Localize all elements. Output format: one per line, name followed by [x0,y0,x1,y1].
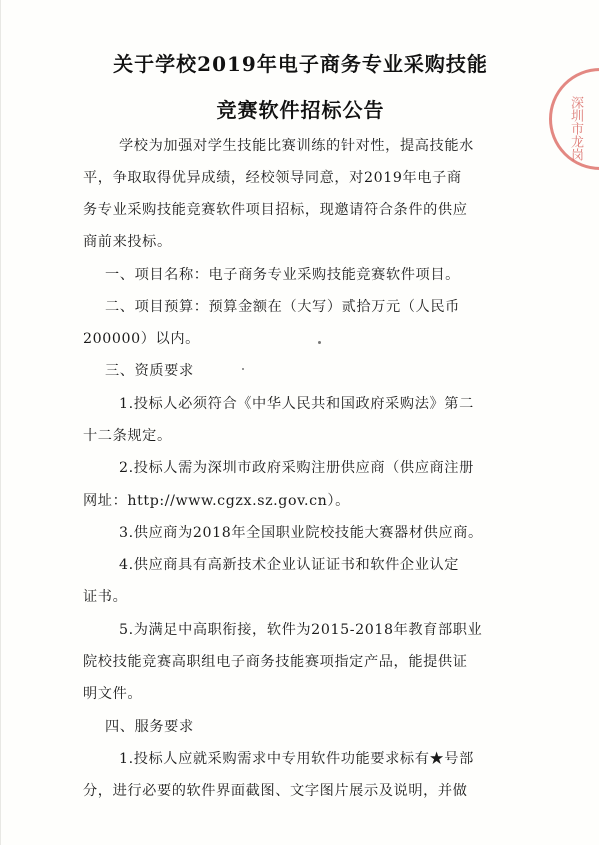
paragraph-line: 十二条规定。 [83,428,172,444]
paragraph-line: 分，进行必要的软件界面截图、文字图片展示及说明，并做 [83,783,468,799]
section-project-name: 一、项目名称：电子商务专业采购技能竞赛软件项目。 [105,267,460,283]
qualification-item-4: 4.供应商具有高新技术企业认证证书和软件企业认定 [119,557,460,573]
paragraph-line: 平，争取取得优异成绩，经校领导同意，对2019年电子商 [83,170,462,186]
qualification-item-3: 3.供应商为2018年全国职业院校技能大赛器材供应商。 [119,525,483,541]
section-service-heading: 四、服务要求 [105,719,194,735]
qualification-item-1: 1.投标人必须符合《中华人民共和国政府采购法》第二 [119,396,474,412]
official-seal-text: 深圳市龙岗 [568,96,583,161]
paragraph-line: 院校技能竞赛高职组电子商务技能赛项指定产品，能提供证 [83,654,468,670]
paragraph-line: 200000）以内。 [83,331,200,347]
service-item-1: 1.投标人应就采购需求中专用软件功能要求标有★号部 [119,751,474,767]
paragraph-line: 网址：http://www.cgzx.sz.gov.cn）。 [83,493,350,509]
paragraph-line: 务专业采购技能竞赛软件项目招标，现邀请符合条件的供应 [83,202,468,218]
section-qualification-heading: 三、资质要求 [105,363,194,379]
scan-speck [318,341,321,344]
paragraph-line: 商前来投标。 [83,234,172,250]
paragraph-line: 明文件。 [83,686,143,702]
document-title-line-1: 关于学校2019年电子商务专业采购技能 [113,52,488,76]
paragraph-line: 学校为加强对学生技能比赛训练的针对性，提高技能水 [119,138,474,154]
paragraph-line: 证书。 [83,589,128,605]
qualification-item-2: 2.投标人需为深圳市政府采购注册供应商（供应商注册 [119,460,474,476]
scan-speck [242,368,244,370]
qualification-item-5: 5.为满足中高职衔接，软件为2015-2018年教育部职业 [119,622,483,638]
section-project-budget: 二、项目预算：预算金额在（大写）贰拾万元（人民币 [105,299,460,315]
document-title-line-2: 竞赛软件招标公告 [216,98,385,122]
